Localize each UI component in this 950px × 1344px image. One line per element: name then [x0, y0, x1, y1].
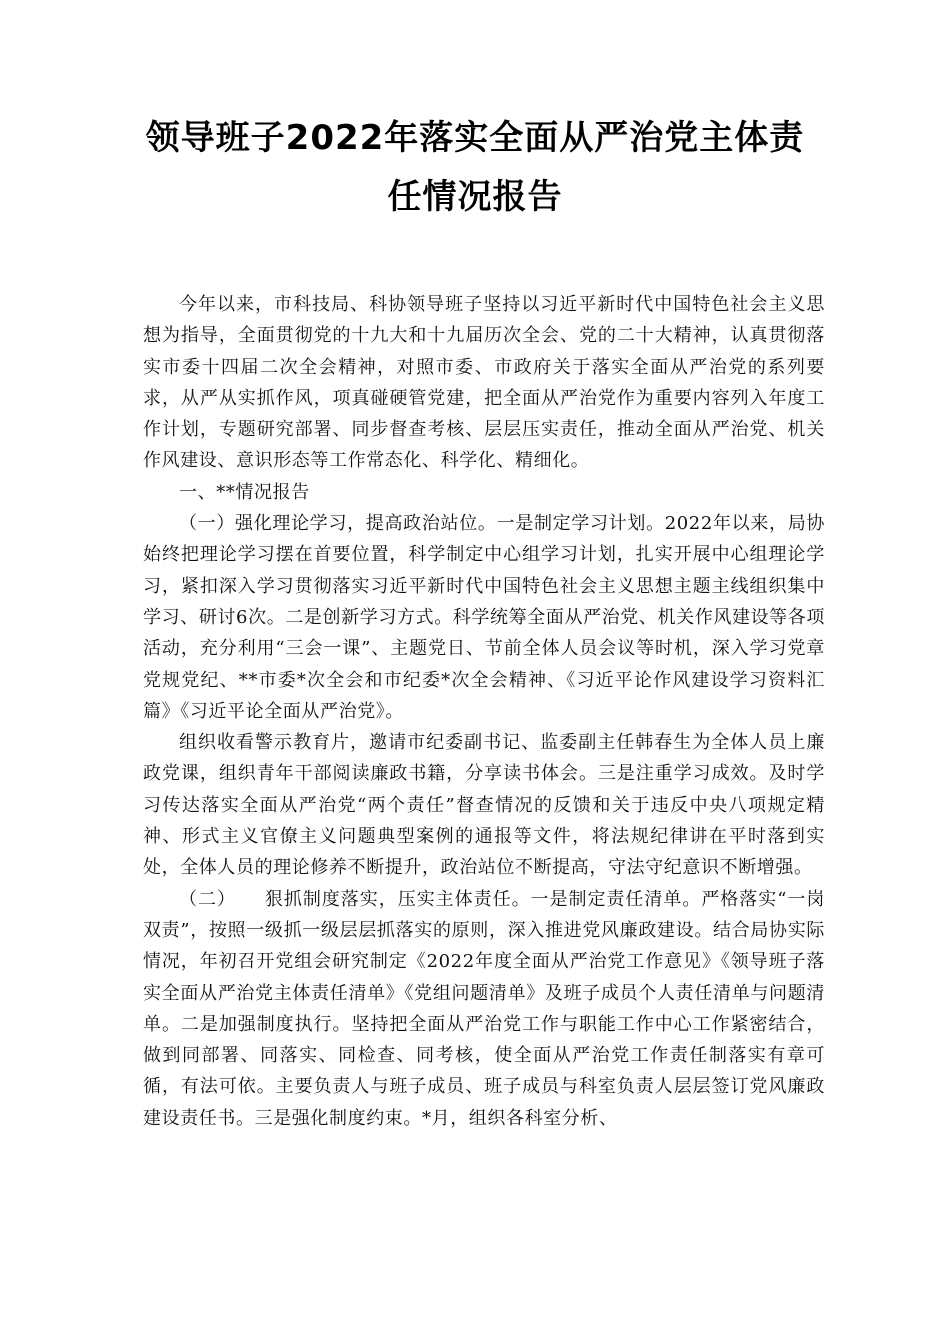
- section-2-paragraph: （二） 狠抓制度落实，压实主体责任。一是制定责任清单。严格落实“一岗双责”，按照一级抓一级层层抓落实的原则，深入推进党风廉政建设。结合局协实际情况，年初召开党组会研究制定《2022年度全面从严治党工作意见》《领导班子落实全面从严治党主体责任清单》《党组问题清单》及班子成员个人责任清单与问题清单。二是加强制度执行。坚持把全面从严治党工作与职能工作中心工作紧密结合，做到同部署、同落实、同检查、同考核，使全面从严治党工作责任制落实有章可循，有法可依。主要负责人与班子成员、班子成员与科室负责人层层签订党风廉政建设责任书。三是强化制度约束。*月，组织各科室分析、: [143, 888, 825, 1129]
- section-1-paragraph: （一）强化理论学习，提高政治站位。一是制定学习计划。2022年以来，局协始终把理论学习摆在首要位置，科学制定中心组学习计划，扎实开展中心组理论学习，紧扣深入学习贯彻落实习近平新时代中国特色社会主义思想主题主线组织集中学习、研讨6次。二是创新学习方式。科学统筹全面从严治党、机关作风建设等各项活动，充分利用“三会一课”、主题党日、节前全体人员会议等时机，深入学习党章党规党纪、**市委*次全会和市纪委*次全会精神、《习近平论作风建设学习资料汇篇》《习近平论全面从严治党》。: [143, 513, 825, 722]
- section-1-continued-paragraph: 组织收看警示教育片，邀请市纪委副书记、监委副主任韩春生为全体人员上廉政党课，组织青年干部阅读廉政书籍，分享读书体会。三是注重学习成效。及时学习传达落实全面从严治党“两个责任”督查情况的反馈和关于违反中央八项规定精神、形式主义官僚主义问题典型案例的通报等文件，将法规纪律讲在平时落到实处，全体人员的理论修养不断提升，政治站位不断提高，守法守纪意识不断增强。: [143, 732, 825, 879]
- document-body: [143, 289, 825, 1134]
- intro-paragraph: 今年以来，市科技局、科协领导班子坚持以习近平新时代中国特色社会主义思想为指导，全面贯彻党的十九大和十九届历次全会、党的二十大精神，认真贯彻落实市委十四届二次全会精神，对照市委、市政府关于落实全面从严治党的系列要求，从严从实抓作风，项真碰硬管党建，把全面从严治党作为重要内容列入年度工作计划，专题研究部署、同步督查考核、层层压实责任，推动全面从严治党、机关作风建设、意识形态等工作常态化、科学化、精细化。: [143, 294, 825, 472]
- document-title-line-1: 领导班子2022年落实全面从严治党主体责: [145, 118, 805, 158]
- document-title-line-2: 任情况报告: [387, 177, 563, 217]
- section-heading: 一、**情况报告: [179, 481, 310, 503]
